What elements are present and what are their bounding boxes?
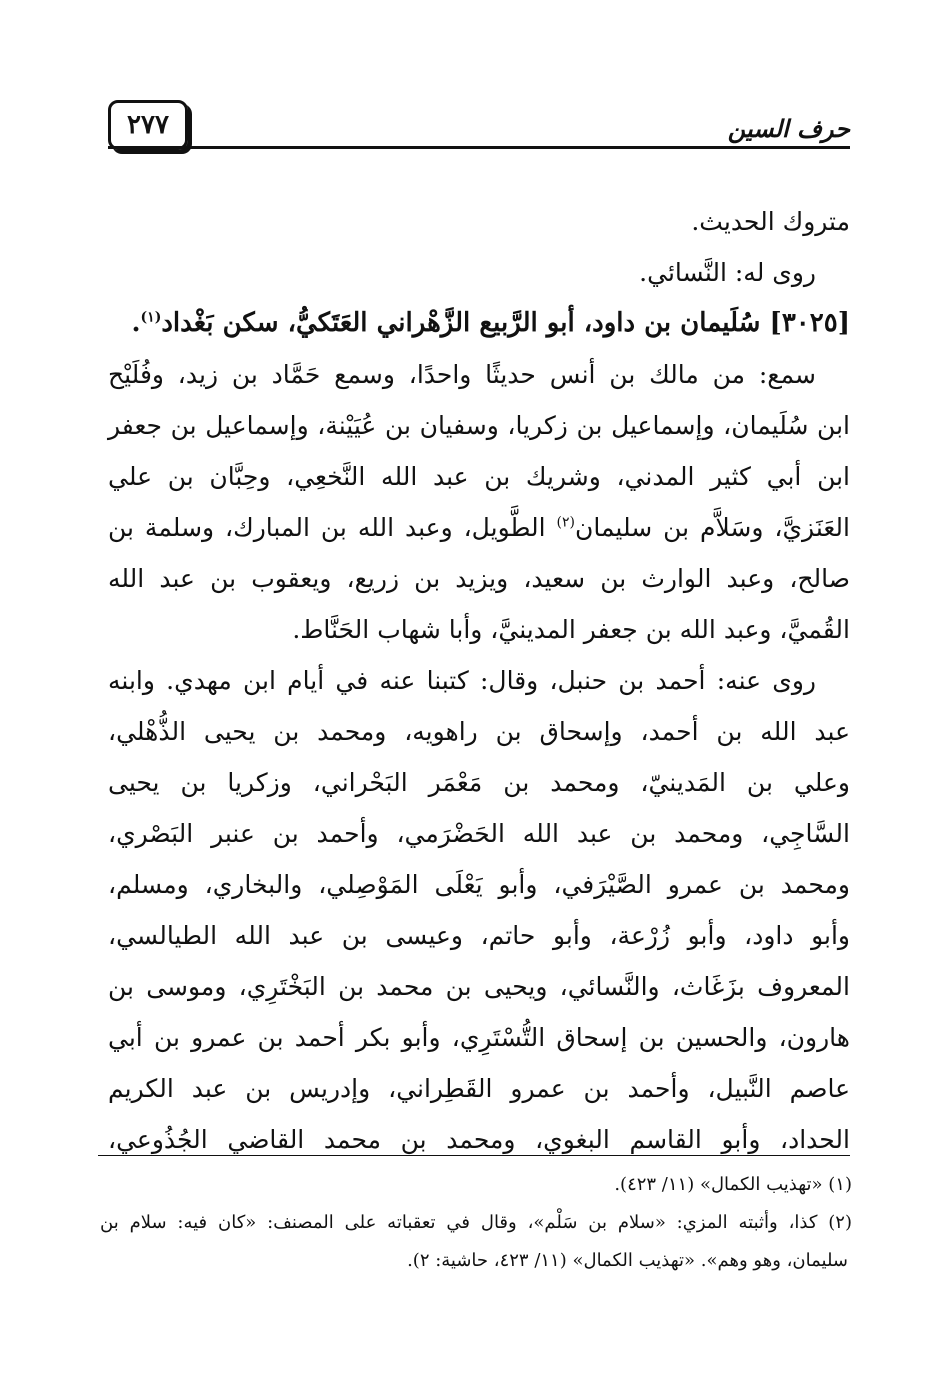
text-line	[108, 502, 850, 553]
text-line: الحداد، وأبو القاسم البغوي، ومحمد بن محمد القاضي الجُذُوعي،	[108, 1125, 850, 1154]
entry-title: [٣٠٢٥] سُلَيمان بن داود، أبو الرَّبيع الزَّهْراني العَتَكيُّ، سكن بَغْداد	[161, 308, 850, 338]
footnote-2-continued: سليمان، وهو وهم». «تهذيب الكمال» (١١/ ٤٢٣، حاشية: ٢).	[407, 1250, 848, 1271]
text-line: وعلي بن المَدينيّ، ومحمد بن مَعْمَر البَحْراني، وزكريا بن يحيى	[108, 768, 850, 797]
footnotes	[100, 1166, 852, 1280]
text-line: عبد الله بن أحمد، وإسحاق بن راهويه، ومحمد بن يحيى الذُّهْلي،	[108, 717, 850, 746]
text-line: وأبو داود، وأبو زُرْعة، وأبو حاتم، وعيسى بن عبد الله الطيالسي،	[108, 921, 851, 950]
text-segment: الطَّويل، وعبد الله بن المبارك، وسلمة بن	[108, 513, 557, 542]
text-line: السَّاجِي، ومحمد بن عبد الله الحَضْرَمي، وأحمد بن عنبر البَصْري،	[108, 819, 850, 848]
page-number: ٢٧٧	[108, 100, 188, 150]
footnote-1: (١) «تهذيب الكمال» (١١/ ٤٢٣).	[614, 1174, 852, 1195]
header-rule	[108, 146, 850, 149]
running-title: حرف السين	[727, 114, 850, 143]
text-line: سمع: من مالك بن أنس حديثًا واحدًا، وسمع حَمَّاد بن زيد، وفُلَيْح	[108, 360, 816, 389]
text-line: المعروف بزَغَاث، والنَّسائي، ويحيى بن محمد بن البَخْتَرِي، وموسى بن	[108, 972, 850, 1001]
entry-heading	[108, 298, 850, 349]
text-line: ومحمد بن عمرو الصَّيْرَفي، وأبو يَعْلَى المَوْصِلي، والبخاري، ومسلم،	[108, 870, 850, 899]
text-line: القُميَّ، وعبد الله بن جعفر المدينيَّ، وأبا شهاب الحَنَّاط.	[292, 615, 850, 644]
text-line: ابن سُلَيمان، وإسماعيل بن زكريا، وسفيان بن عُيَيْنة، وإسماعيل بن جعفر	[108, 411, 850, 440]
footnote-ref: (٢)	[556, 514, 575, 531]
text-line: روى عنه: أحمد بن حنبل، وقال: كتبنا عنه في أيام ابن مهدي. وابنه	[108, 666, 816, 695]
footnote-2: (٢) كذا، وأثبته المزي: «سلام بن سَلْم»، وقال في تعقباته على المصنف: «كان فيه: سلام بن	[100, 1212, 852, 1233]
text-line: ابن أبي كثير المدني، وشريك بن عبد الله النَّخعِي، وحِبَّان بن علي	[108, 462, 850, 491]
text-segment: العَنَزيَّ، وسَلاَّم بن سليمان	[574, 513, 850, 542]
text-line: هارون، والحسين بن إسحاق التُّسْتَرِي، وأبو بكر أحمد بن عمرو بن أبي	[108, 1023, 850, 1052]
main-text	[108, 196, 850, 1165]
text-line: روى له: النَّسائي.	[639, 258, 816, 287]
page-header	[108, 96, 850, 156]
footnote-separator	[98, 1155, 850, 1156]
entry-period: .	[131, 308, 141, 338]
text-line: متروك الحديث.	[691, 207, 850, 236]
footnote-ref: (١)	[140, 309, 162, 326]
text-line: عاصم النَّبيل، وأحمد بن عمرو القَطِراني، وإدريس بن عبد الكريم	[108, 1074, 850, 1103]
text-line: صالح، وعبد الوارث بن سعيد، ويزيد بن زريع، ويعقوب بن عبد الله	[108, 564, 850, 593]
